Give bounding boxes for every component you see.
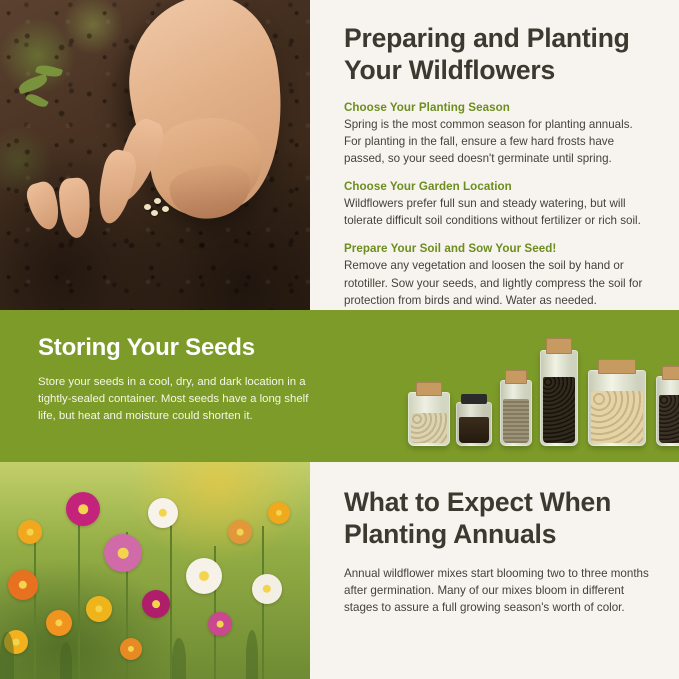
grass-blade (0, 632, 14, 679)
flower-stem (78, 502, 80, 679)
cork-stopper-icon (546, 338, 572, 354)
flower-orange (8, 570, 38, 600)
seed-jars-image (350, 310, 679, 462)
flower-magenta (66, 492, 100, 526)
section2-body: Store your seeds in a cool, dry, and dark location in a tightly-sealed container. Most seeds have a long shelf life, but heat and moisture could shorten it. (38, 376, 309, 423)
section1-text-column (310, 0, 679, 310)
jar-lid-icon (461, 394, 487, 404)
jar-contents (411, 413, 447, 443)
flower-stem (34, 522, 36, 679)
flower-magenta (142, 590, 170, 618)
section1-title: Preparing and Planting Your Wildflowers (344, 23, 630, 86)
section3-text-column (310, 462, 679, 679)
section3-title: What to Expect When Planting Annuals (344, 487, 612, 550)
section2-title: Storing Your Seeds (38, 334, 255, 361)
hand-sowing-seeds-image (0, 0, 310, 310)
seed-jar (500, 380, 532, 446)
section-storing-your-seeds (0, 310, 679, 462)
section1-body-2: Wildflowers prefer full sun and steady watering, but will tolerate difficult soil conditions without fertilizer or rich soil. (344, 197, 641, 228)
flower-white (252, 574, 282, 604)
flower-orange (120, 638, 142, 660)
flower-yellow (86, 596, 112, 622)
seed-jar (408, 392, 450, 446)
section1-body-3: Remove any vegetation and loosen the soil by hand or rototiller. Sow your seeds, and lightly compress the soil for protection from birds and wind. Water as needed. (344, 259, 643, 307)
jar-contents (459, 417, 489, 443)
seeds-in-hand (142, 196, 176, 220)
cork-stopper-icon (662, 366, 679, 380)
flower-orange (46, 610, 72, 636)
flower-pink (104, 534, 142, 572)
seed-jar (456, 402, 492, 446)
jar-contents (543, 377, 575, 443)
seed-jar (588, 370, 646, 446)
flower-white (148, 498, 178, 528)
section2-text-column (0, 310, 350, 462)
seed-jar (656, 376, 679, 446)
cork-stopper-icon (598, 359, 636, 374)
grass-blade (60, 642, 72, 679)
jar-contents (659, 395, 679, 443)
grass-blade (246, 630, 258, 679)
flower-yellow (268, 502, 290, 524)
section-what-to-expect (0, 462, 679, 679)
flower-white (186, 558, 222, 594)
jar-contents (591, 391, 643, 443)
section3-body: Annual wildflower mixes start blooming two to three months after germination. Many of our mixes bloom in different stages to assure a full growing season's worth of color. (344, 566, 649, 614)
cork-stopper-icon (416, 382, 442, 396)
grass-blade (172, 638, 186, 679)
flower-pink (208, 612, 232, 636)
section-preparing-and-planting (0, 0, 679, 310)
jar-contents (503, 399, 529, 443)
section1-body-1: Spring is the most common season for planting annuals. For planting in the fall, ensure a few hard frosts have passed, so your seed doesn't germinate until spring. (344, 117, 633, 165)
sprout-icon (18, 58, 78, 118)
cork-stopper-icon (505, 370, 527, 384)
wildflower-meadow-image (0, 462, 310, 679)
section1-subheading-3: Prepare Your Soil and Sow Your Seed! (344, 242, 557, 256)
section1-subheading-1: Choose Your Planting Season (344, 100, 510, 114)
seed-jar (540, 350, 578, 446)
flower-orange (228, 520, 252, 544)
flower-yellow (18, 520, 42, 544)
section1-subheading-2: Choose Your Garden Location (344, 180, 512, 194)
